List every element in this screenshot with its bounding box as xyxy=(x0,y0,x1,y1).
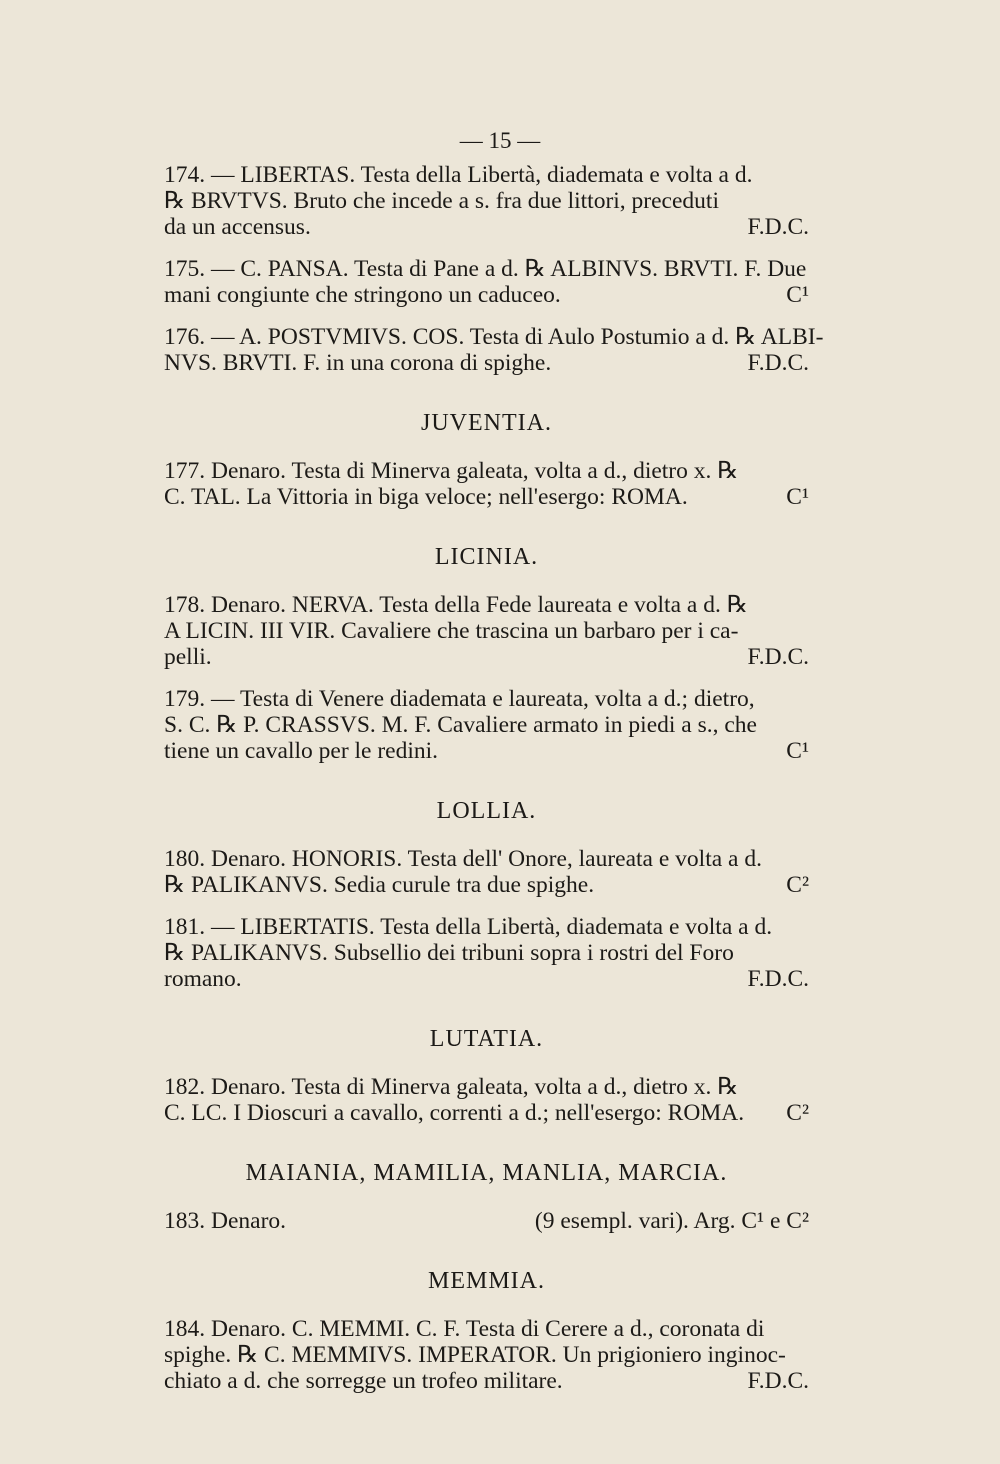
entry-line: da un accensus. xyxy=(164,214,311,240)
grade-label: C² xyxy=(786,872,809,898)
entry-184 xyxy=(164,1316,809,1394)
section-heading-lollia: LOLLIA. xyxy=(436,798,537,824)
grade-label: C¹ xyxy=(786,738,809,764)
section-heading-licinia: LICINIA. xyxy=(434,544,539,570)
entry-line: 184. Denaro. C. MEMMI. C. F. Testa di Cerere a d., coronata di xyxy=(164,1316,765,1342)
entry-line: spighe. ℞ C. MEMMIVS. IMPERATOR. Un prigioniero inginoc- xyxy=(164,1342,786,1368)
entry-176 xyxy=(164,324,824,376)
entry-177 xyxy=(164,458,809,510)
entry-line: 176. — A. POSTVMIVS. COS. Testa di Aulo Postumio a d. ℞ ALBI- xyxy=(164,324,824,350)
grade-label: (9 esempl. vari). Arg. C¹ e C² xyxy=(534,1208,809,1234)
entry-179 xyxy=(164,686,809,764)
page-number: — 15 — xyxy=(459,128,541,153)
grade-label: C¹ xyxy=(786,282,809,308)
entry-181 xyxy=(164,914,809,992)
entry-line: ℞ PALIKANVS. Sedia curule tra due spighe. xyxy=(164,872,595,898)
entry-line: 178. Denaro. NERVA. Testa della Fede laureata e volta a d. ℞ xyxy=(164,592,748,618)
entry-175 xyxy=(164,256,809,308)
entry-line: ℞ PALIKANVS. Subsellio dei tribuni sopra i rostri del Foro xyxy=(164,940,734,966)
section-heading-lutatia: LUTATIA. xyxy=(429,1026,544,1052)
entry-line: 177. Denaro. Testa di Minerva galeata, volta a d., dietro x. ℞ xyxy=(164,458,739,484)
entry-line: 174. — LIBERTAS. Testa della Libertà, diademata e volta a d. xyxy=(164,162,753,188)
entry-line: tiene un cavallo per le redini. xyxy=(164,738,439,764)
entry-line: 180. Denaro. HONORIS. Testa dell' Onore, laureata e volta a d. xyxy=(164,846,762,872)
entry-line: NVS. BRVTI. F. in una corona di spighe. xyxy=(164,350,552,376)
grade-label: C² xyxy=(786,1100,809,1126)
entry-182 xyxy=(164,1074,809,1126)
entry-line: chiato a d. che sorregge un trofeo militare. xyxy=(164,1368,563,1394)
entry-line: pelli. xyxy=(164,644,212,670)
entry-180 xyxy=(164,846,809,898)
section-heading-memmia: MEMMIA. xyxy=(427,1268,545,1294)
entry-line: C. TAL. La Vittoria in biga veloce; nell'esergo: ROMA. xyxy=(164,484,688,510)
entry-line: 183. Denaro. xyxy=(164,1208,287,1234)
grade-label: F.D.C. xyxy=(747,214,809,240)
entry-line: C. LC. I Dioscuri a cavallo, correnti a d.; nell'esergo: ROMA. xyxy=(164,1100,745,1126)
section-heading-maiania: MAIANIA, MAMILIA, MANLIA, MARCIA. xyxy=(245,1160,728,1186)
entry-line: S. C. ℞ P. CRASSVS. M. F. Cavaliere armato in piedi a s., che xyxy=(164,712,757,738)
entry-line: romano. xyxy=(164,966,242,992)
entry-183 xyxy=(164,1208,809,1234)
entry-line: 179. — Testa di Venere diademata e laureata, volta a d.; dietro, xyxy=(164,686,755,712)
entry-line: A LICIN. III VIR. Cavaliere che trascina un barbaro per i ca- xyxy=(164,618,739,644)
grade-label: C¹ xyxy=(786,484,809,510)
entry-174 xyxy=(164,162,809,240)
entry-178 xyxy=(164,592,809,670)
entry-line: 181. — LIBERTATIS. Testa della Libertà, diademata e volta a d. xyxy=(164,914,773,940)
grade-label: F.D.C. xyxy=(747,1368,809,1394)
grade-label: F.D.C. xyxy=(747,350,809,376)
grade-label: F.D.C. xyxy=(747,966,809,992)
entry-line: ℞ BRVTVS. Bruto che incede a s. fra due littori, preceduti xyxy=(164,188,719,214)
entry-line: 175. — C. PANSA. Testa di Pane a d. ℞ ALBINVS. BRVTI. F. Due xyxy=(164,256,807,282)
entry-line: mani congiunte che stringono un caduceo. xyxy=(164,282,561,308)
entry-line: 182. Denaro. Testa di Minerva galeata, volta a d., dietro x. ℞ xyxy=(164,1074,739,1100)
catalogue-body xyxy=(164,162,824,1410)
grade-label: F.D.C. xyxy=(747,644,809,670)
section-heading-juventia: JUVENTIA. xyxy=(421,410,552,436)
